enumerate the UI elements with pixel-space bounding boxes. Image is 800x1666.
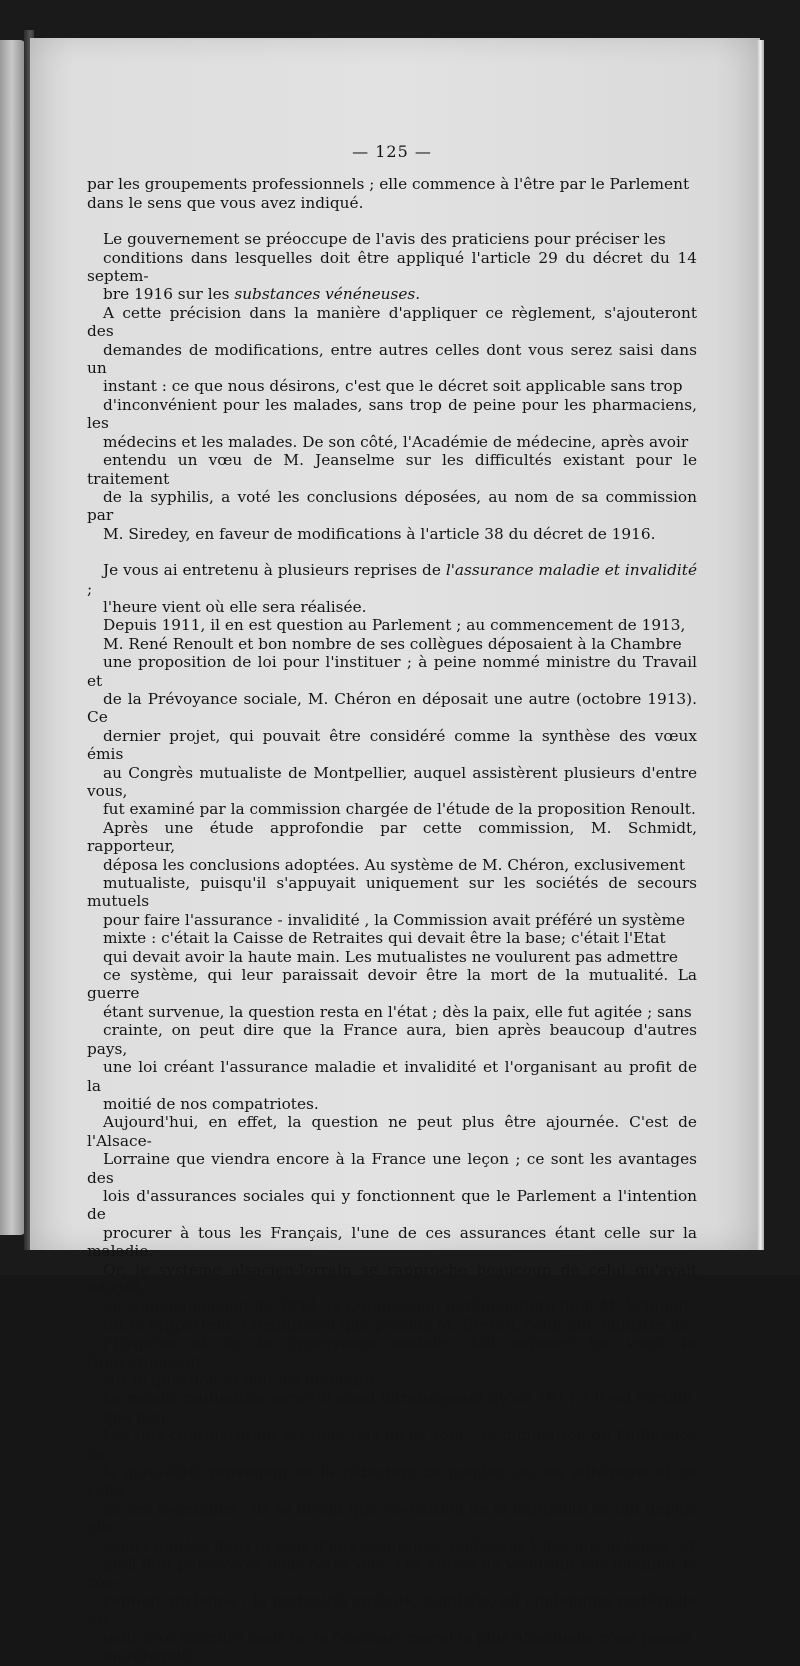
text-line: d'inconvénient pour les malades, sans trop de peine pour les pharmaciens, les [87,395,697,433]
text-line: Les uns considéreront les faits tels qu'ils sont : la diminution de l'influence de [87,1426,697,1463]
page-number: — 125 — [352,142,432,161]
text-line: de la Prévoyance sociale, M. Chéron en déposait une autre (octobre 1913). Ce [87,689,697,727]
text-line: une proposition de loi pour l'instituer ; à peine nommé ministre du Travail et [87,653,697,690]
text-line: conditions dans lesquelles doit être appliqué l'article 29 du décret du 14 septem- [87,248,697,286]
page-text [87,143,697,1666]
text-run: . [415,285,421,304]
text-line: procurer à tous les Français, l'une de ces assurances étant celle sur la maladie. [87,1223,697,1261]
text-line: peut-être moindre mais où le concours moral le plus affectueux n'est jamais [103,1628,693,1647]
paragraph-7 [87,1389,697,1426]
text-line: mutualiste, puisqu'il s'appuyait uniquement sur les sociétés de secours mutuels [87,874,697,911]
previous-page-edge [0,40,26,1235]
text-line: fut examiné par la commission chargée de l'étude de la proposition Renoult. [103,800,696,819]
text-line: ception ancienne : la mutualité amicale, familiale, où l'indemnité matérielle est [87,1591,697,1629]
text-run: ; [87,579,93,598]
page-stack-edge [757,40,764,1250]
text-line: la mutualité, provenant de la réduction du nombre de ses adhérents et de celle [87,1463,697,1500]
text-line: fut le rapporteur, Commission que présida M. Breton, celui qui, ministre de [103,1315,690,1334]
text-line: crainte, on peut dire que la France aura, bien après beaucoup d'autres pays, [87,1021,697,1058]
text-line: Le gouvernement se préoccupe de l'avis des praticiens pour préciser les [103,230,666,249]
text-line: moitié de nos compatriotes. [103,1094,319,1113]
text-line: marchandé. [103,1647,196,1666]
text-line: de ses avantages ; ils se diront que l'évolution de la mutualité se fait depuis plu- [87,1499,697,1537]
text-line: A cette précision dans la manière d'appliquer ce règlement, s'ajouteront des [87,303,697,341]
text-line: entendu un vœu de M. Jeanselme sur les difficultés existant pour le traitement [87,451,697,488]
text-line: qu'il faut persévérer dans cette voie. Les autres ne voudront pas modifier la con- [87,1555,697,1592]
text-line: sur la question et doit les défendre. [103,1371,380,1389]
text-line: Depuis 1911, il en est question au Parlement ; au commencement de 1913, [103,616,686,635]
text-line: une loi créant l'assurance maladie et invalidité et l'organisant au profit de la [87,1058,697,1095]
text-line: sieurs années dans le sens d'une assurance, obéissant à des lois précises, et [103,1536,696,1555]
paragraph-6 [87,1113,697,1389]
text-line [87,285,697,303]
text-line: dernier projet, qui pouvait être considéré comme la synthèse des vœux émis [87,726,697,764]
text-line: qui devait avoir la haute main. Les mutualistes ne voulurent pas admettre [103,947,678,966]
text-line: Or, le système alsacien-lorrain se rapproche beaucoup de celui qu'avait adopté, [87,1260,697,1297]
text-line: au Congrès mutualiste de Montpellier, auquel assistèrent plusieurs d'entre vous, [87,763,697,800]
text-line: demandes de modifications, entre autres celles dont vous serez saisi dans un [87,340,697,378]
italic-term: l'assurance maladie et invalidité [445,561,697,580]
text-line: mixte : c'était la Caisse de Retraites qui devait être la base; c'était l'Etat [103,929,666,948]
text-line: M. Siredey, en faveur de modifications à l'article 38 du décret de 1916. [103,524,656,543]
text-run: bre 1916 sur les [103,285,235,304]
text-line: l'heure vient où elle sera réalisée. [103,597,367,616]
italic-term: substances vénéneuses [234,285,416,304]
text-line: lois d'assurances sociales qui y fonctionnent que le Parlement a l'intention de [87,1186,697,1224]
paragraph-5 [87,616,697,1113]
paragraph-4 [87,561,697,616]
text-line: Après une étude approfondie par cette commission, M. Schmidt, rapporteur, [87,818,697,856]
text-line: au commencement de 1914, la Commission parlementaire dont M. Schmidt [103,1297,690,1316]
text-line: l'Hygiène et de la Prévoyance sociale, doit exposer les vues du Gouvernement [87,1334,697,1371]
text-line: dans le sens que vous avez indiqué. [87,193,364,212]
paragraph-3 [87,304,697,543]
text-line: Lorraine que viendra encore à la France une leçon ; ce sont les avantages des [87,1150,697,1187]
text-line: de la syphilis, a voté les conclusions déposées, au nom de sa commission par [87,487,697,525]
text-line: que non. [103,1407,171,1426]
paragraph-1 [87,175,697,212]
text-line: Aujourd'hui, en effet, la question ne peut plus être ajournée. C'est de l'Alsace- [87,1113,697,1150]
text-line: ce système, qui leur paraissait devoir être la mort de la mutualité. La guerre [87,966,697,1003]
text-line: instant : ce que nous désirons, c'est que le décret soit applicable sans trop [103,377,683,396]
text-line: M. René Renoult et bon nombre de ses collègues déposaient à la Chambre [103,634,682,653]
text-line: Le monde mutualiste sera-t-il aussi intransigeant qu'en 1914 ? Il est certain [103,1389,693,1408]
text-line [87,561,697,598]
paragraph-8 [87,1426,697,1665]
paragraph-2 [87,230,697,304]
text-line: pour faire l'assurance - invalidité , la Commission avait préféré un système [103,910,686,929]
text-run: Je vous ai entretenu à plusieurs reprises de [103,561,446,580]
text-line: médecins et les malades. De son côté, l'Académie de médecine, après avoir [103,432,689,451]
text-line: par les groupements professionnels ; elle commence à l'être par le Parlement [87,175,690,194]
text-line: déposa les conclusions adoptées. Au système de M. Chéron, exclusivement [103,855,686,874]
text-line: étant survenue, la question resta en l'état ; dès la paix, elle fut agitée ; sans [103,1002,692,1021]
